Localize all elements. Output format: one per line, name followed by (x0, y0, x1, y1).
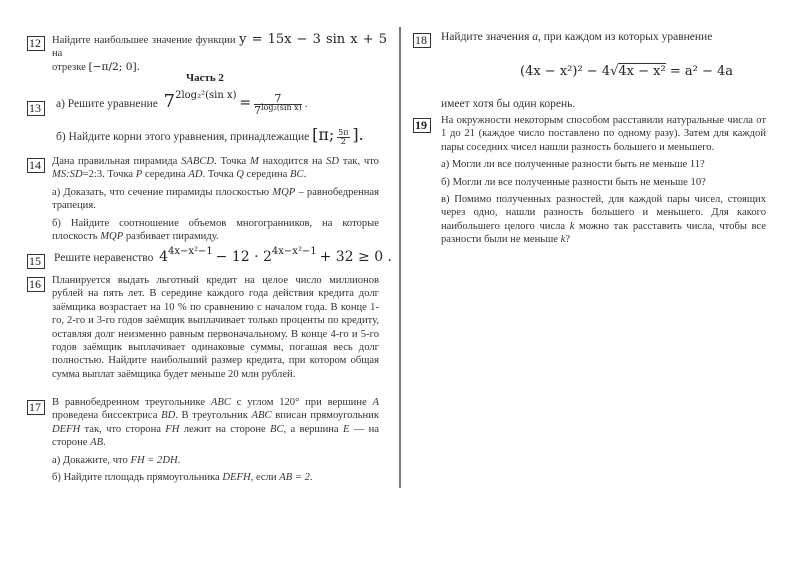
t17-part-b-formula: AB = 2 (279, 472, 310, 484)
task-13-b-label: б) Найдите корни этого уравнения, принадлежащие (56, 131, 310, 143)
t18-text: , при каждом из которых уравнение (538, 31, 713, 43)
t14-part-a-end: – равнобедренная трапеция. (52, 186, 379, 212)
t14-text: . (303, 169, 307, 181)
task-12-text (52, 33, 387, 74)
t14-text: . Точка (202, 169, 234, 181)
t14-point-q: Q (236, 169, 244, 181)
t14-part-b-end: разбивает пирамиду. (125, 231, 219, 243)
task-13-b-interval-right: ]. (352, 125, 364, 144)
task-15-text (54, 247, 394, 268)
t14-text: так, что (342, 156, 379, 167)
task-13-b-numerator: 5π (338, 127, 349, 137)
task-12-text-3: отрезке (52, 61, 86, 73)
t17-text: с углом 120° при вершине (236, 397, 367, 408)
t18-variable: a (532, 31, 539, 43)
t17-text: . (103, 437, 106, 449)
t17-part-b: б) Найдите площадь прямоугольника (52, 472, 220, 484)
task-13-b-fraction (337, 129, 349, 146)
t17-text: В равнобедренном треугольнике (52, 397, 206, 408)
task-number-17: 17 (27, 400, 45, 415)
task-13-rhs-numerator: 7 (254, 93, 302, 105)
t17-vertex-a: A (372, 397, 380, 408)
task-12-statement: Найдите наибольшее значение функции (52, 35, 236, 46)
task-number-16: 16 (27, 277, 45, 292)
task-13-rhs-denominator-base: 7 (253, 103, 261, 117)
t15-base-1: 4 (159, 249, 168, 265)
t17-text: . В треугольник (175, 410, 248, 422)
t17-text: — на стороне (52, 423, 379, 449)
task-13-a-end: . (304, 98, 308, 110)
t17-triangle: ABC (251, 410, 272, 422)
task-number-18: 18 (413, 33, 431, 48)
task-13-rhs-fraction (254, 93, 302, 116)
t17-text: , а вершина (283, 423, 339, 435)
task-12-formula: y = 15x − 3 sin x + 5 (239, 32, 388, 47)
task-13-rhs-denominator-exponent: log₂(sin x) (260, 102, 302, 112)
t15-exponent-1: 4x−x²−1 (168, 246, 213, 257)
t17-bisector: BD (161, 410, 176, 422)
task-number-13: 13 (27, 101, 45, 116)
task-13-lhs-base: 7 (163, 91, 176, 112)
t14-point-p: P (135, 169, 143, 181)
task-13-equals: = (239, 95, 252, 111)
task-13-part-a (56, 92, 396, 116)
t17-part-a-end: . (177, 454, 181, 466)
t14-text: находится на (262, 156, 323, 167)
t14-ratio: MS:SD (52, 169, 83, 181)
t14-edge-ad: AD (188, 169, 203, 181)
t15-end: + 32 ≥ 0 . (319, 249, 393, 265)
task-12-text-2: на (52, 48, 63, 60)
t14-plane: MQP (100, 231, 124, 243)
t19-part-c-end: ? (565, 234, 571, 246)
task-19-text (441, 114, 766, 247)
t17-side-fh: FH (165, 423, 180, 435)
t19-variable-k: k (560, 234, 566, 246)
t17-text: лежит на стороне (183, 423, 266, 435)
t18-formula-radicand: 4x − x² (618, 64, 666, 79)
task-13-b-denominator: 2 (340, 136, 346, 146)
t17-vertex-e: E (342, 423, 350, 435)
t19-statement: На окружности некоторым способом расставили натуральные числа от 1 до 21 (каждое число поставлено по одному разу). Затем для каждой пары соседних чисел нашли разность большего и меньшего. (441, 115, 766, 153)
t19-variable-k: k (569, 220, 575, 232)
t14-plane: MQP (272, 186, 296, 198)
t18-text: Найдите значения (441, 31, 530, 43)
t14-edge-bc: BC (290, 169, 304, 181)
t17-text: так, что сторона (84, 423, 161, 435)
t17-side-ab: AB (90, 437, 104, 449)
t14-text: середина (144, 169, 186, 181)
t17-part-b-rect: DEFH (222, 472, 251, 484)
t19-part-b: б) Могли ли все полученные разности быть не меньше 10? (441, 176, 706, 188)
t19-part-c: в) Помимо полученных разностей, для каждой пары чисел, стоящих через одно, нашли разность большего и меньшего. Для какого наибольшего целого числа (441, 194, 766, 232)
t17-part-a-formula: FH = 2DH (130, 454, 178, 466)
t14-part-a: а) Доказать, что сечение пирамиды плоскостью (52, 186, 270, 198)
t15-middle: − 12 · 2 (215, 249, 272, 265)
t14-text: =2:3. Точка (82, 169, 134, 181)
task-13-a-label: а) Решите уравнение (56, 98, 158, 110)
t19-part-a: а) Могли ли все полученные разности быть не меньше 11? (441, 159, 705, 171)
t18-formula-right: = a² − 4a (669, 64, 734, 79)
t14-edge-sd: SD (326, 156, 340, 167)
t15-label: Решите неравенство (54, 252, 154, 264)
column-divider (399, 27, 401, 488)
task-number-15: 15 (27, 254, 45, 269)
t19-part-c-2: можно так расставить числа, чтобы все разности были не меньше (441, 220, 767, 246)
task-18-formula: (4x − x²)² − 4√4x − x² = a² − 4a (520, 64, 734, 79)
t17-rectangle: DEFH (52, 423, 81, 435)
task-13-part-b (56, 125, 401, 147)
task-12-interval: [−π/2; 0]. (88, 60, 140, 73)
part-heading: Часть 2 (186, 72, 224, 84)
t14-text: Дана правильная пирамида (52, 156, 178, 167)
task-13-b-interval-left: [π; (312, 125, 335, 144)
t14-pyramid: SABCD (181, 156, 215, 167)
task-18-intro (441, 31, 771, 44)
task-14-text (52, 155, 379, 243)
t15-exponent-2: 4x−x²−1 (271, 246, 317, 257)
task-13-lhs-exponent: 2log₂²(sin x) (175, 90, 237, 101)
t17-part-b-mid: , если (250, 472, 277, 484)
t14-part-b: б) Найдите соотношение объемов многогранников, на которые плоскость (52, 217, 379, 243)
task-18-outro: имеет хотя бы один корень. (441, 98, 576, 110)
t14-text: середина (246, 169, 288, 181)
task-16-text: Планируется выдать льготный кредит на целое число миллионов рублей на пять лет. В середине каждого года действия кредита долг заёмщика возрастает на 10 % по сравнению с началом года. В конце 1-го, 2-го и 3-го годов заёмщик выплачивает только проценты по кредиту, оставляя долг неизменно равным первоначальному. В конце 4-го и 5-го годов заёмщик выплачивает одинаковые суммы, погашая весь долг полностью. Найдите наибольший размер кредита, при котором общая сумма выплат заёмщика будет меньше 20 млн рублей. (52, 275, 379, 380)
t18-formula-left: (4x − x²)² − 4 (520, 64, 611, 79)
task-number-14: 14 (27, 158, 45, 173)
t17-part-a: а) Докажите, что (52, 454, 128, 466)
t17-text: вписан прямоугольник (275, 410, 379, 422)
task-17-text (52, 396, 379, 484)
t17-part-b-end: . (309, 472, 313, 484)
task-number-19: 19 (413, 118, 431, 133)
t17-text: проведена биссектриса (52, 410, 158, 422)
task-number-12: 12 (27, 36, 45, 51)
t17-triangle: ABC (210, 397, 231, 408)
t14-point-m: M (249, 156, 259, 167)
t17-side-bc: BC (270, 423, 284, 435)
t14-text: . Точка (214, 156, 247, 167)
